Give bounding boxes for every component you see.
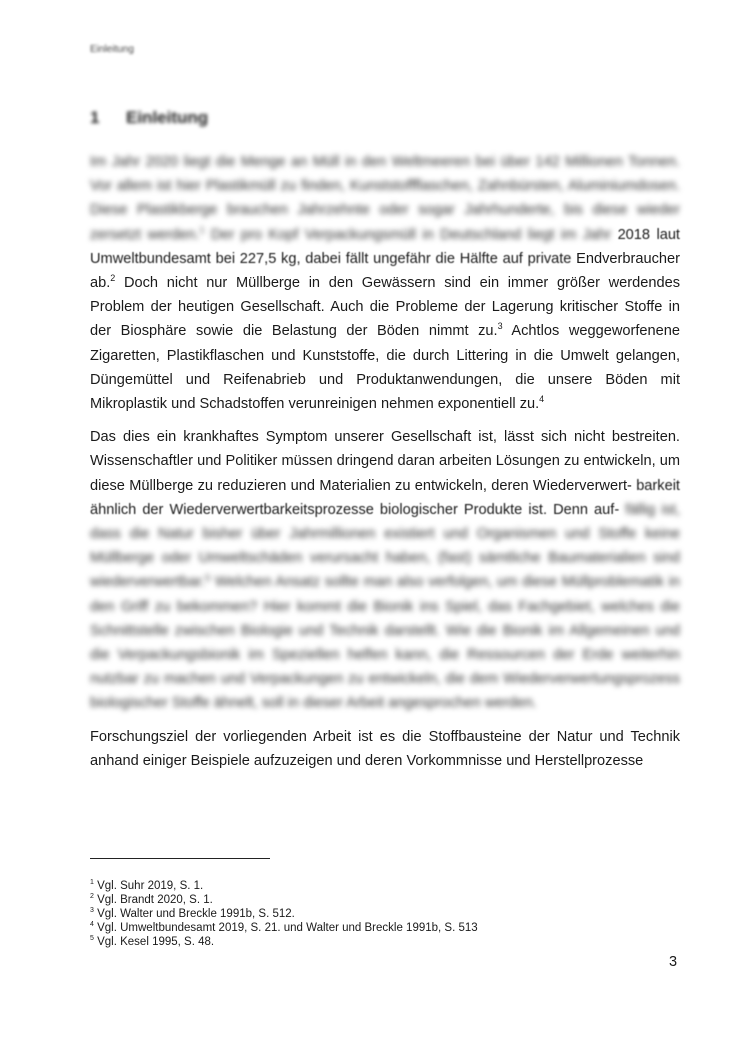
footnote-separator	[90, 858, 270, 859]
blurred-text: Der pro Kopf Verpackungsmüll in Deutschland liegt im Jahr	[204, 226, 612, 243]
footnote-text: Vgl. Walter und Breckle 1991b, S. 512.	[93, 908, 295, 920]
footnote-text: Vgl. Brandt 2020, S. 1.	[93, 894, 213, 906]
footnote-mark: 4	[90, 921, 94, 929]
footnote-mark: 5	[90, 935, 94, 943]
footnote-mark: 3	[90, 907, 94, 915]
chapter-title: Einleitung	[126, 108, 209, 127]
paragraph-2	[90, 425, 680, 715]
footnote	[90, 907, 650, 921]
faded-text: barkeit ähnlich der Wiederverwertbarkeitsprozesse biologischer Produkte ist. Denn auf-	[90, 477, 680, 518]
footnote-ref-2: 2	[110, 273, 116, 284]
footnote-mark: 1	[90, 879, 94, 887]
paragraph-text: Doch nicht nur Müllberge in den Gewässern sind ein immer größer werdendes Problem der heutigen Gesellschaft. Auch die Probleme der Lagerung kritischer Stoffe in der Biosphäre sowie die Belastung der Böden nimmt zu.	[90, 275, 680, 340]
footnote-text: Vgl. Kesel 1995, S. 48.	[93, 936, 215, 948]
chapter-heading	[90, 108, 208, 128]
body-text	[90, 150, 680, 782]
footnote	[90, 921, 650, 935]
page-number: 3	[669, 954, 678, 970]
footnote	[90, 935, 650, 949]
paragraph-text: Achtlos weggeworfenene Zigaretten, Plastikflaschen und Kunststoffe, die durch Littering in die Umwelt gelangen, Düngemüttel und Reifenabrieb und Produktanwendungen, die unsere Böden mit Mikroplastik und Schadstoffen verunreinigen nehmen exponentiell zu.	[90, 323, 680, 413]
footnotes	[90, 879, 650, 949]
footnote-text: Vgl. Suhr 2019, S. 1.	[93, 880, 204, 892]
footnote-ref-4: 4	[539, 394, 545, 405]
paragraph-1	[90, 150, 680, 416]
footnote-ref-1: 1	[199, 224, 205, 235]
paragraph-3	[90, 725, 680, 773]
paragraph-text: Forschungsziel der vorliegenden Arbeit ist es die Stoffbausteine der Natur und Technik anhand einiger Beispiele aufzuzeigen und deren Vorkommnisse und Herstellprozesse	[90, 728, 680, 769]
blurred-text: Im Jahr 2020 liegt die Menge an Müll in den Weltmeeren bei über 142 Millionen Tonnen. Vor allem ist hier Plastikmüll zu finden, Kunststoffflaschen, Zahnbürsten, Aluminiumdosen. Diese Plastikberge brauchen Jahrzehnte oder sogar Jahrhunderte, bis diese wieder zersetzt werden.	[90, 154, 680, 243]
footnote-text: Vgl. Umweltbundesamt 2019, S. 21. und Walter und Breckle 1991b, S. 513	[93, 922, 478, 934]
footnote-ref-3: 3	[497, 321, 503, 332]
paragraph-text: Endverbraucher ab.	[90, 250, 680, 292]
faded-text: 2018 laut Umweltbundesamt bei 227,5 kg, dabei fällt ungefähr die Hälfte auf private	[90, 226, 680, 267]
footnote	[90, 879, 650, 893]
chapter-number: 1	[90, 108, 100, 127]
footnote	[90, 893, 650, 907]
running-head: Einleitung	[90, 44, 134, 55]
blurred-text: fällig ist, dass die Natur bisher über Jahrmillionen existiert und Organismen und Stoffe keine Müllberge oder Umweltschäden verursacht haben, (fast) sämtliche Baumaterialien sind wiederverwertbar.	[90, 501, 680, 591]
footnote-mark: 2	[90, 893, 94, 901]
footnote-ref-5: 5	[205, 572, 211, 583]
paragraph-text: Das dies ein krankhaftes Symptom unserer Gesellschaft ist, lässt sich nicht bestreiten. Wissenschaftler und Politiker müssen dringend daran arbeiten Lösungen zu entwickeln, um diese Müllberge zu reduzieren und Materialien zu entwickeln, deren Wiederverwert-	[90, 429, 680, 494]
blurred-text: Welchen Ansatz sollte man also verfolgen, um diese Müllproblematik in den Griff zu bekommen? Hier kommt die Bionik ins Spiel, das Fachgebiet, welches die Schnittstelle zwischen Biologie und Technik darstellt. Wie die Bionik im Allgemeinen und die Verpackungsbionik im Speziellen helfen kann, die Ressourcen der Erde weiterhin nutzbar zu machen und Verpackungen zu entwickeln, die dem Wiederverwertungsprozess biologischer Stoffe ähnelt, soll in dieser Arbeit angesprochen werden.	[90, 574, 680, 712]
